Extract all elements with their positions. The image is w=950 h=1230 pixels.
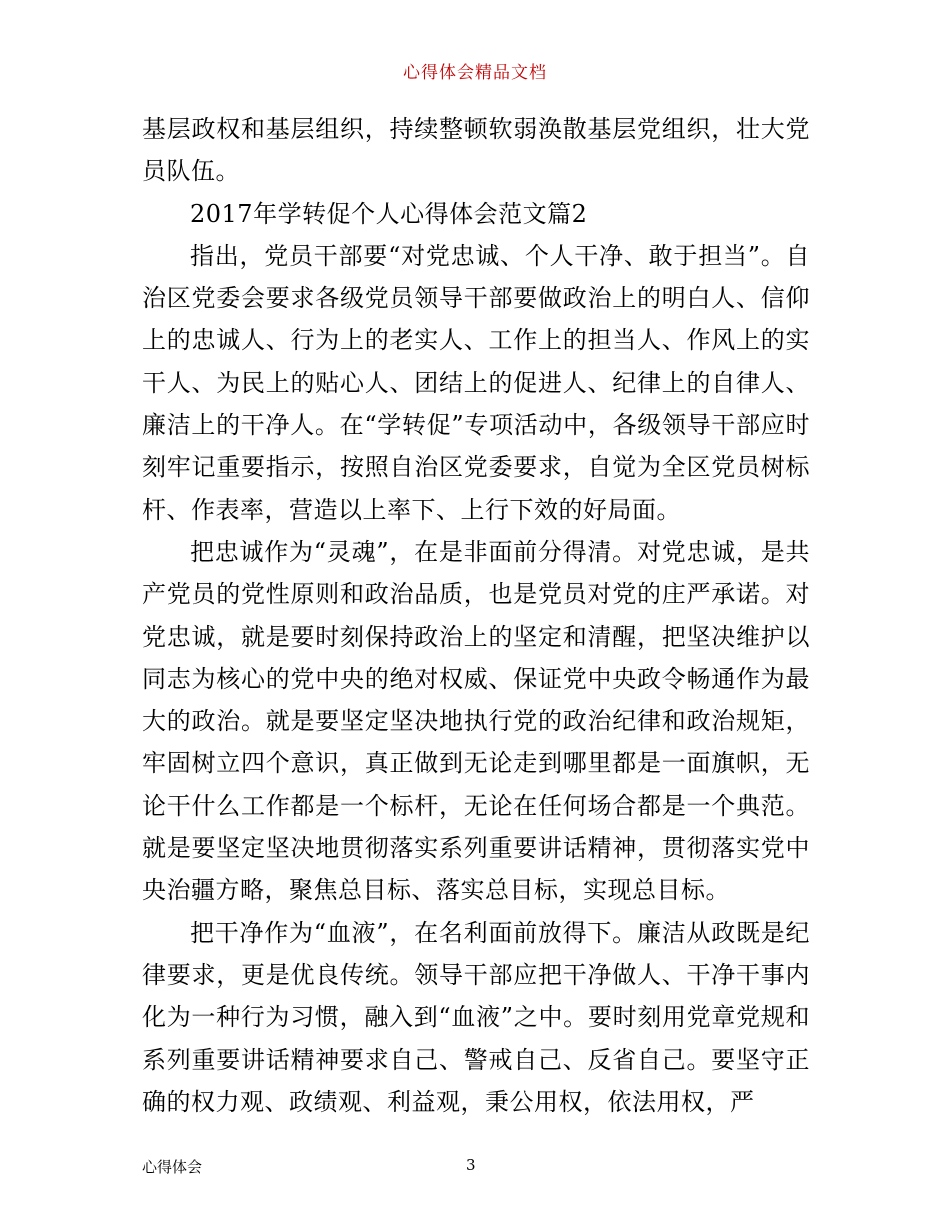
paragraph: 把忠诚作为“灵魂”，在是非面前分得清。对党忠诚，是共产党员的党性原则和政治品质，也是党员对党的庄严承诺。对党忠诚，就是要时刻保持政治上的坚定和清醒，把坚决维护以同志为核心的党中央的绝对权威、保证党中央政令畅通作为最大的政治。就是要坚定坚决地执行党的政治纪律和政治规矩，牢固树立四个意识，真正做到无论走到哪里都是一面旗帜，无论干什么工作都是一个标杆，无论在任何场合都是一个典范。就是要坚定坚决地贯彻落实系列重要讲话精神，贯彻落实党中央治疆方略，聚焦总目标、落实总目标，实现总目标。 — [142, 537, 810, 905]
paragraph: 指出，党员干部要“对党忠诚、个人干净、敢于担当”。自治区党委会要求各级党员领导干部要做政治上的明白人、信仰上的忠诚人、行为上的老实人、工作上的担当人、作风上的实干人、为民上的贴心人、团结上的促进人、纪律上的自律人、廉洁上的干净人。在“学转促”专项活动中，各级领导干部应时刻牢记重要指示，按照自治区党委要求，自觉为全区党员树标杆、作表率，营造以上率下、上行下效的好局面。 — [142, 241, 810, 524]
paragraph: 把干净作为“血液”，在名利面前放得下。廉洁从政既是纪律要求，更是优良传统。领导干部应把干净做人、干净干事内化为一种行为习惯，融入到“血液”之中。要时刻用党章党规和系列重要讲话精神要求自己、警戒自己、反省自己。要坚守正确的权力观、政绩观、利益观，秉公用权，依法用权，严 — [142, 918, 810, 1116]
footer-label: 心得体会 — [142, 1158, 203, 1176]
section-heading: 2017年学转促个人心得体会范文篇2 — [190, 199, 588, 228]
document-body — [142, 108, 810, 1123]
page-number: 3 — [466, 1156, 476, 1174]
page-header-title: 心得体会精品文档 — [403, 63, 547, 83]
paragraph-continuation: 基层政权和基层组织，持续整顿软弱涣散基层党组织，壮大党员队伍。 — [142, 115, 810, 186]
